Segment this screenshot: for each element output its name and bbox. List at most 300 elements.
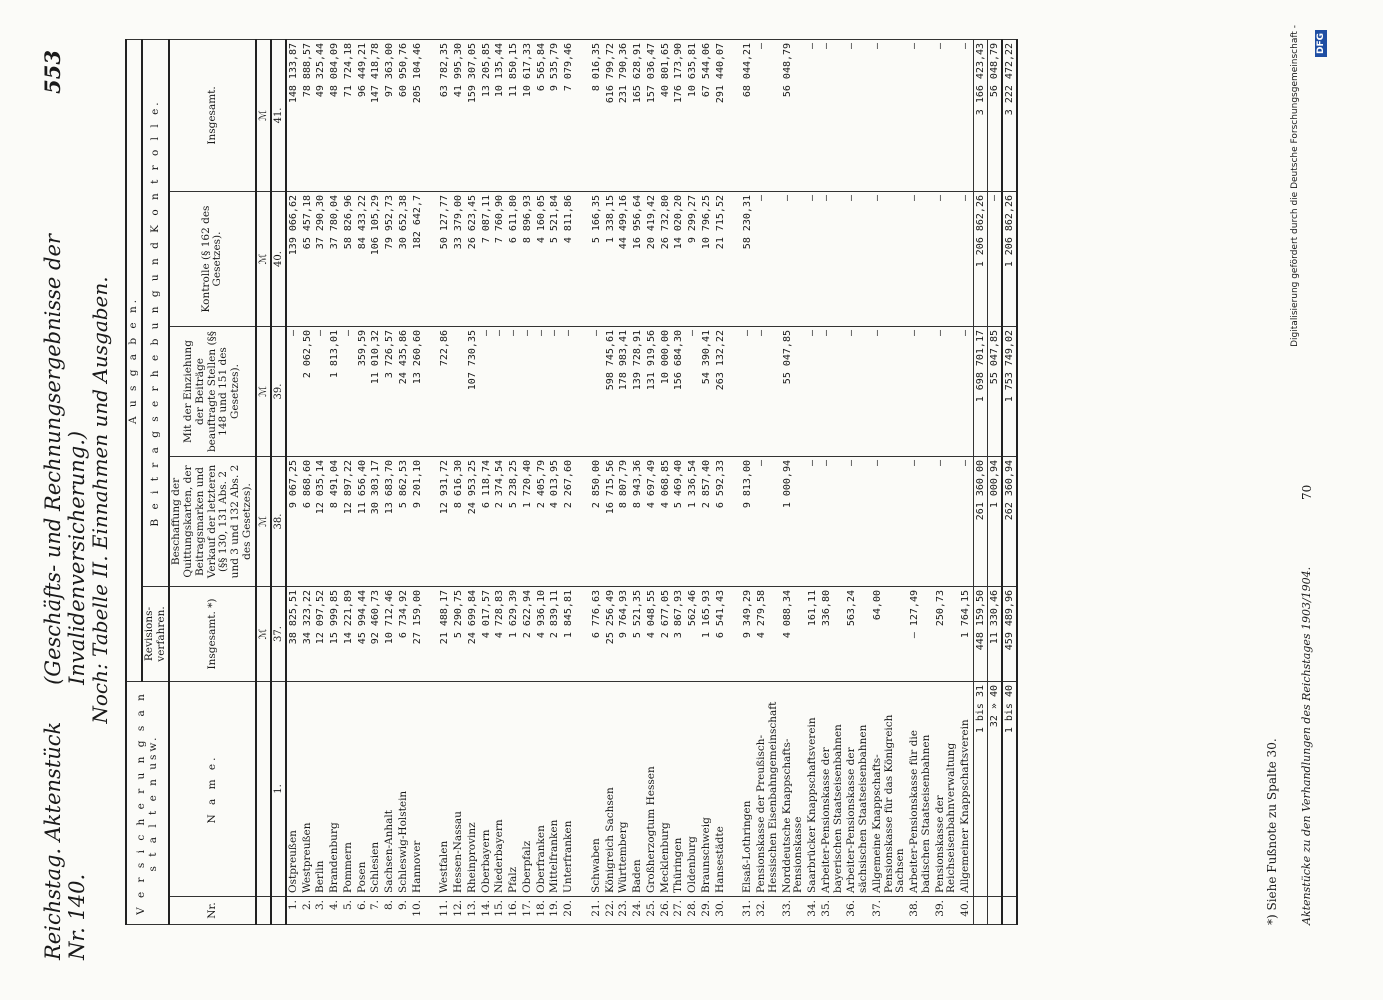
row-value-c41: 41 995,30 [452,39,466,191]
row-value-c40: 106 105,29 [369,192,383,327]
sum-spacer [973,897,987,925]
row-value-c41: 616 799,72 [604,39,618,191]
row-value-c37: 1 629,39 [507,587,521,682]
table-row [328,39,342,924]
row-number: 21. [590,897,604,925]
row-value-c39: — [521,327,535,457]
row-value-c37: 562,46 [686,587,700,682]
row-value-c37: 21 488,17 [438,587,452,682]
row-name: Unterfranken [562,682,576,897]
table-row [806,39,820,924]
table-row [548,39,562,924]
total-value-c40: 1 206 862,26 [1002,192,1017,327]
header-ausgaben: A u s g a b e n. [126,39,142,681]
row-name: Oldenburg [686,682,700,897]
row-value-c38: 4 697,49 [645,457,659,587]
row-name: Elsaß-Lothringen [741,682,755,897]
row-value-c39: — [562,327,576,457]
row-value-c38: 1 720,40 [521,457,535,587]
row-value-c41: 40 801,65 [659,39,673,191]
row-value-c38: 11 656,40 [356,457,370,587]
row-value-c39 [452,327,466,457]
page-bottom-number: 70 [1300,484,1314,500]
row-value-c37: 9 349,29 [741,587,755,682]
table-row [466,39,480,924]
row-value-c39: — [959,327,973,457]
row-value-c38: — [820,457,846,587]
row-name: Oberbayern [480,682,494,897]
table-row [383,39,397,924]
row-value-c37: 92 460,73 [369,587,383,682]
row-value-c38: 2 374,54 [493,457,507,587]
row-number: 27. [672,897,686,925]
table-row [535,39,549,924]
row-value-c39: — [908,327,934,457]
row-value-c37: 4 048,55 [645,587,659,682]
row-value-c37: 2 622,94 [521,587,535,682]
row-value-c39: 11 010,32 [369,327,383,457]
row-value-c41: 97 363,00 [383,39,397,191]
row-value-c41: — [845,39,871,191]
row-value-c39: 263 132,22 [714,327,728,457]
row-value-c41: 176 173,90 [672,39,686,191]
row-value-c38: — [871,457,908,587]
row-name: Allgemeine Knappschafts-Pensionskasse für das Königreich Sachsen [871,682,908,897]
unit-col39: ℳ [256,327,271,457]
table-row [562,39,576,924]
row-number: 7. [369,897,383,925]
table-title: Noch: Tabelle II. Einnahmen und Ausgaben. [88,276,112,724]
row-name: Braunschweig [700,682,714,897]
row-value-c37: 25 256,49 [604,587,618,682]
row-value-c37: 4 279,58 [755,587,781,682]
row-name: Arbeiter-Pensionskasse für die badischen Staatseisenbahnen [908,682,934,897]
row-name: Pensionskasse der Reichseisenbahnverwaltung [934,682,960,897]
table-row [645,39,659,924]
row-value-c38: 9 813,00 [741,457,755,587]
row-value-c41: 9 535,79 [548,39,562,191]
row-value-c38: 30 303,17 [369,457,383,587]
row-value-c41: 159 307,05 [466,39,480,191]
row-value-c38: 2 267,60 [562,457,576,587]
row-number: 30. [714,897,728,925]
row-value-c37: 4 936,10 [535,587,549,682]
row-value-c40: 6 611,80 [507,192,521,327]
total-value-c38: 262 360,94 [1002,457,1017,587]
row-value-c37: 34 323,22 [301,587,315,682]
header-beitrag: B e i t r a g s e r h e b u n g u n d K o n t r o l l e. [142,39,170,586]
row-value-c41: 13 205,85 [480,39,494,191]
row-name: Schlesien [369,682,383,897]
row-value-c40: 58 826,96 [342,192,356,327]
row-value-c40: 1 338,15 [604,192,618,327]
row-number: 1. [286,897,301,925]
row-value-c40: — [806,192,820,327]
table-row [369,39,383,924]
row-value-c38: 5 469,40 [672,457,686,587]
table-row [604,39,618,924]
row-value-c38: 2 857,40 [700,457,714,587]
row-value-c39: — [286,327,301,457]
row-value-c40: — [820,192,846,327]
row-value-c39: 1 813,01 [328,327,342,457]
sum-spacer [988,897,1003,925]
table-row [301,39,315,924]
row-value-c38: 9 067,25 [286,457,301,587]
row-value-c38: 12 035,14 [314,457,328,587]
row-number: 38. [908,897,934,925]
row-name: Pensionskasse der Preußisch-Hessischen Eisenbahngemeinschaft [755,682,781,897]
row-number: 20. [562,897,576,925]
header-versicherung: V e r s i c h e r u n g s a n s t a l t e n usw. [126,682,169,925]
row-value-c38: 4 013,95 [548,457,562,587]
row-name: Großherzogtum Hessen [645,682,659,897]
row-number: 24. [631,897,645,925]
row-value-c41: 157 036,47 [645,39,659,191]
colnum-38: 38. [271,457,286,587]
total-value-c39: 1 753 749,02 [1002,327,1017,457]
row-value-c39: — [493,327,507,457]
row-value-c38: 8 491,04 [328,457,342,587]
row-value-c38: 8 943,36 [631,457,645,587]
row-value-c40: 4 811,86 [562,192,576,327]
row-value-c37: 14 221,89 [342,587,356,682]
footnote: *) Siehe Fußnote zu Spalte 30. [1265,738,1279,925]
row-number: 3. [314,897,328,925]
row-value-c37: 5 521,35 [631,587,645,682]
row-value-c38: 8 807,79 [617,457,631,587]
row-value-c40: 7 760,90 [493,192,507,327]
row-value-c41: 60 950,76 [397,39,411,191]
row-name: Sachsen-Anhalt [383,682,397,897]
table-row [871,39,908,924]
row-value-c41: 11 850,15 [507,39,521,191]
sum-label: 32 » 40 [988,682,1003,897]
row-value-c40: 26 732,80 [659,192,673,327]
row-value-c37: 38 825,51 [286,587,301,682]
table-row [397,39,411,924]
sum-value-c39: 55 047,85 [988,327,1003,457]
colnum-39: 39. [271,327,286,457]
row-value-c41: — [908,39,934,191]
row-value-c37: — 127,49 [908,587,934,682]
header-col38: Beschaffung der Quittungskarten, der Beitragsmarken und Verkauf der letzteren (§§ 130, 131 Abs. 2 und 3 und 132 Abs. 2 des Gesetzes). [169,457,255,587]
row-value-c40: — [959,192,973,327]
row-name: Arbeiter-Pensionskasse der bayerischen Staatseisenbahnen [820,682,846,897]
row-value-c38: 2 850,00 [590,457,604,587]
row-value-c38: — [959,457,973,587]
row-value-c40: 79 952,73 [383,192,397,327]
row-value-c41: 49 325,44 [314,39,328,191]
row-number: 4. [328,897,342,925]
row-value-c37: 6 734,92 [397,587,411,682]
header-col37: Insgesamt. *) [169,587,255,682]
row-value-c40: 65 457,18 [301,192,315,327]
table-row [507,39,521,924]
row-name: Pommern [342,682,356,897]
header-col41: Insgesamt. [169,39,255,191]
total-row [1002,39,1017,924]
sum-row [988,39,1003,924]
row-value-c39: 13 260,60 [411,327,425,457]
table-row [700,39,714,924]
row-value-c37: 2 839,11 [548,587,562,682]
row-value-c39: 3 726,57 [383,327,397,457]
data-table [125,39,1018,925]
row-value-c38: — [845,457,871,587]
row-value-c40: 16 956,64 [631,192,645,327]
row-value-c39: 10 000,00 [659,327,673,457]
row-value-c37: 4 088,34 [781,587,807,682]
row-value-c41: 56 048,79 [781,39,807,191]
row-value-c41: 6 565,84 [535,39,549,191]
row-value-c39: — [871,327,908,457]
row-value-c40: 139 066,62 [286,192,301,327]
row-value-c40: 33 379,00 [452,192,466,327]
unit-col41: ℳ [256,39,271,191]
row-value-c39: — [686,327,700,457]
row-value-c39: — [820,327,846,457]
row-number: 32. [755,897,781,925]
row-value-c40: 182 642,7 [411,192,425,327]
row-value-c38: 1 000,94 [781,457,807,587]
page-header [40,50,89,960]
row-value-c41: 205 104,46 [411,39,425,191]
row-value-c38: — [934,457,960,587]
table-row [714,39,728,924]
sum-value-c38: 261 360,00 [973,457,987,587]
sum-value-c37: 11 330,46 [988,587,1003,682]
row-value-c40: — [908,192,934,327]
row-value-c38: 16 715,56 [604,457,618,587]
row-number: 40. [959,897,973,925]
table-row [452,39,466,924]
row-number: 17. [521,897,535,925]
row-number: 10. [411,897,425,925]
sum-value-c39: 1 698 701,17 [973,327,987,457]
row-number: 9. [397,897,411,925]
header-page-number: 553 [40,50,65,94]
row-value-c38: 13 683,70 [383,457,397,587]
row-value-c41: — [934,39,960,191]
row-number: 11. [438,897,452,925]
row-value-c37: 336,80 [820,587,846,682]
row-value-c41: 96 449,21 [356,39,370,191]
row-value-c40: 21 715,52 [714,192,728,327]
row-value-c37: 5 290,75 [452,587,466,682]
row-number: 14. [480,897,494,925]
row-name: Niederbayern [493,682,507,897]
digitization-note: Digitalisierung gefördert durch die Deutsche Forschungsgemeinschaft - [1290,25,1300,347]
row-value-c39: — [806,327,820,457]
sum-value-c38: 1 000,94 [988,457,1003,587]
row-value-c41: 231 790,36 [617,39,631,191]
table-row [631,39,645,924]
row-name: Allgemeiner Knappschaftsverein [959,682,973,897]
row-value-c41: 148 133,87 [286,39,301,191]
row-value-c37: 563,24 [845,587,871,682]
row-value-c41: 67 544,06 [700,39,714,191]
table-row [590,39,604,924]
row-number: 19. [548,897,562,925]
table-row [659,39,673,924]
row-value-c37: 15 999,85 [328,587,342,682]
row-name: Westpreußen [301,682,315,897]
row-value-c39: 139 728,91 [631,327,645,457]
table-row [286,39,301,924]
row-number: 22. [604,897,618,925]
row-value-c41: 165 628,91 [631,39,645,191]
row-value-c38: — [908,457,934,587]
row-value-c40: 37 780,04 [328,192,342,327]
row-name: Westfalen [438,682,452,897]
sum-row [973,39,987,924]
table-row [959,39,973,924]
row-name: Mittelfranken [548,682,562,897]
row-value-c37: 24 699,84 [466,587,480,682]
row-value-c39: 55 047,85 [781,327,807,457]
row-value-c38: 12 931,72 [438,457,452,587]
sum-label: 1 bis 31 [973,682,987,897]
row-value-c37: 250,73 [934,587,960,682]
row-value-c38: 8 616,30 [452,457,466,587]
group-spacer [576,39,590,924]
row-value-c40: 44 499,16 [617,192,631,327]
row-value-c39: 54 390,41 [700,327,714,457]
row-value-c40: 50 127,77 [438,192,452,327]
row-value-c39: — [507,327,521,457]
row-value-c40: 9 299,27 [686,192,700,327]
sum-value-c40: 1 206 862,26 [973,192,987,327]
row-value-c41: 10 617,33 [521,39,535,191]
table-row [934,39,960,924]
sum-value-c41: 3 166 423,43 [973,39,987,191]
row-value-c38: 6 868,60 [301,457,315,587]
row-value-c37: 4 728,83 [493,587,507,682]
row-number: 28. [686,897,700,925]
table-row [342,39,356,924]
row-value-c40: 5 166,35 [590,192,604,327]
row-value-c40: 30 652,38 [397,192,411,327]
row-number: 16. [507,897,521,925]
row-value-c41: 7 079,46 [562,39,576,191]
row-number: 39. [934,897,960,925]
row-number: 5. [342,897,356,925]
row-value-c40: — [871,192,908,327]
table-row [781,39,807,924]
row-value-c41: 10 135,44 [493,39,507,191]
row-name: Schwaben [590,682,604,897]
row-value-c40: — [845,192,871,327]
row-value-c41: — [871,39,908,191]
row-value-c40: 10 796,25 [700,192,714,327]
row-value-c41: 48 084,09 [328,39,342,191]
table-row [820,39,846,924]
row-name: Saarbrücker Knappschaftsverein [806,682,820,897]
row-value-c40: 84 433,22 [356,192,370,327]
table-row [686,39,700,924]
row-value-c39: — [741,327,755,457]
row-value-c38: 24 953,25 [466,457,480,587]
colnum-41: 41. [271,39,286,191]
row-name: Ostpreußen [286,682,301,897]
row-number: 13. [466,897,480,925]
row-value-c38: 9 201,10 [411,457,425,587]
table-row [411,39,425,924]
row-number: 33. [781,897,807,925]
row-value-c41: — [820,39,846,191]
row-value-c40: 5 521,84 [548,192,562,327]
row-name: Oberpfalz [521,682,535,897]
table-row [314,39,328,924]
row-value-c38: — [755,457,781,587]
row-value-c39: — [934,327,960,457]
row-number: 23. [617,897,631,925]
row-value-c37: 1 165,93 [700,587,714,682]
row-value-c37: 9 764,93 [617,587,631,682]
group-spacer [727,39,741,924]
unit-col40: ℳ [256,192,271,327]
row-name: Brandenburg [328,682,342,897]
sum-value-c37: 448 159,50 [973,587,987,682]
row-value-c41: 291 440,07 [714,39,728,191]
row-value-c37: 10 712,46 [383,587,397,682]
unit-col38: ℳ [256,457,271,587]
row-value-c38: 5 238,25 [507,457,521,587]
row-value-c37: 1 764,15 [959,587,973,682]
row-value-c41: — [959,39,973,191]
header-col40: Kontrolle (§ 162 des Gesetzes). [169,192,255,327]
table-row [480,39,494,924]
row-name: Königreich Sachsen [604,682,618,897]
colnum-37: 37. [271,587,286,682]
table-row [755,39,781,924]
dfg-logo: DFG [1315,30,1327,57]
row-name: Schleswig-Holstein [397,682,411,897]
row-number: 34. [806,897,820,925]
row-value-c40: — [755,192,781,327]
row-name: Baden [631,682,645,897]
row-value-c38: 4 068,85 [659,457,673,587]
total-value-c41: 3 222 472,22 [1002,39,1017,191]
row-number: 31. [741,897,755,925]
row-value-c39: — [845,327,871,457]
row-value-c40: 4 160,05 [535,192,549,327]
table-row [741,39,755,924]
row-value-c39: — [480,327,494,457]
table-row [356,39,370,924]
row-value-c41: — [806,39,820,191]
row-value-c39: — [342,327,356,457]
row-name: Pfalz [507,682,521,897]
row-name: Norddeutsche Knappschafts-Pensionskasse [781,682,807,897]
row-number: 25. [645,897,659,925]
header-nr: Nr. [169,897,255,925]
row-value-c39: 598 745,61 [604,327,618,457]
row-number: 8. [383,897,397,925]
row-value-c40: 8 896,93 [521,192,535,327]
total-spacer [1002,897,1017,925]
row-value-c38: 6 592,33 [714,457,728,587]
row-value-c40: 20 419,42 [645,192,659,327]
table-row [617,39,631,924]
row-value-c37: 6 541,43 [714,587,728,682]
row-name: Posen [356,682,370,897]
sum-value-c41: 56 048,79 [988,39,1003,191]
table-row [672,39,686,924]
row-number: 29. [700,897,714,925]
row-value-c39: — [314,327,328,457]
